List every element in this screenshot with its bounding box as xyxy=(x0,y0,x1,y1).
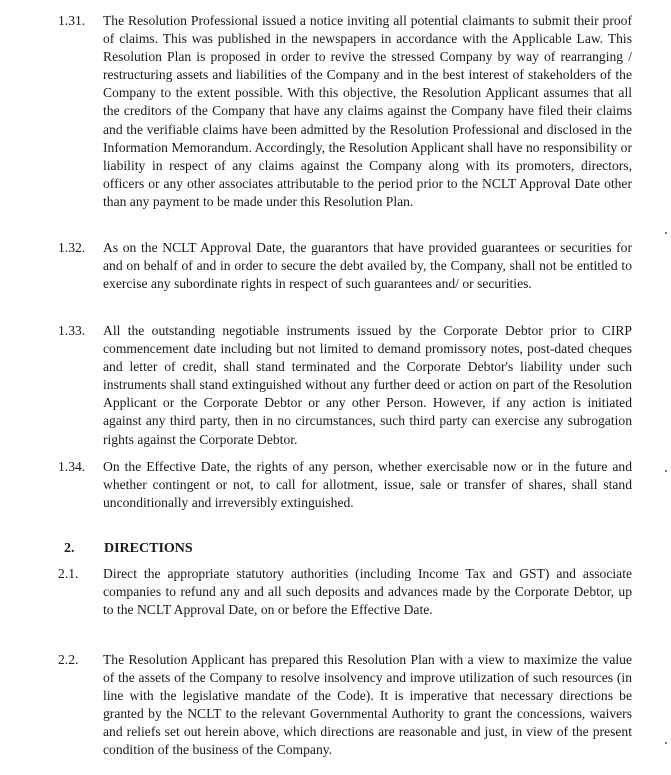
clause-text: On the Effective Date, the rights of any person, whether exercisable now or in the future and whether contingent or not, to call for allotment, issue, sale or transfer of shares, shall stand unconditionally and irreversibly extinguished. xyxy=(103,459,632,511)
clause-1-34 xyxy=(58,458,632,512)
section-title: DIRECTIONS xyxy=(104,541,193,556)
clause-text: Direct the appropriate statutory authorities (including Income Tax and GST) and associate companies to refund any and all such deposits and advances made by the Corporate Debtor, up to the NCLT Approval Date, on or before the Effective Date. xyxy=(103,566,632,618)
section-heading xyxy=(64,540,193,558)
clause-number: 2.2. xyxy=(58,652,79,667)
clause-number: 1.32. xyxy=(58,240,86,255)
clause-text: The Resolution Applicant has prepared this Resolution Plan with a view to maximize the value of the assets of the Company to resolve insolvency and improve utilization of such resources (in line with the legislative mandate of the Code). It is imperative that necessary directions be granted by the NCLT to the relevant Governmental Authority to grant the concessions, waivers and reliefs set out herein above, which directions are reasonable and just, in view of the present condition of the business of the Company. xyxy=(103,652,632,758)
clause-text: The Resolution Professional issued a notice inviting all potential claimants to submit their proof of claims. This was published in the newspapers in accordance with the Applicable Law. This Resolution Plan is proposed in order to revive the stressed Company by way of rearranging / restructuring assets and liabilities of the Company and in the best interest of stakeholders of the Company to the extent possible. With this objective, the Resolution Applicant assumes that all the creditors of the Company that have any claims against the Company have filed their claims and the verifiable claims have been admitted by the Resolution Professional and disclosed in the Information Memorandum. Accordingly, the Resolution Applicant shall have no responsibility or liability in respect of any claims against the Company along with its promoters, directors, officers or any other associates attributable to the period prior to the NCLT Approval Date other than any payment to be made under this Resolution Plan. xyxy=(103,13,632,209)
clause-number: 1.31. xyxy=(58,13,86,28)
section-number: 2. xyxy=(64,541,75,556)
direction-2-1 xyxy=(58,565,632,619)
clause-1-31 xyxy=(58,12,632,211)
clause-text: As on the NCLT Approval Date, the guarantors that have provided guarantees or securities for and on behalf of and in order to secure the debt availed by, the Company, shall not be entitled to exercise any subordinate rights in respect of such guarantees and/ or securities. xyxy=(103,240,632,292)
clause-1-33 xyxy=(58,322,632,449)
clause-text: All the outstanding negotiable instruments issued by the Corporate Debtor prior to CIRP commencement date including but not limited to demand promissory notes, post-dated cheques and letter of credit, shall stand terminated and the Corporate Debtor's liability under such instruments shall stand extinguished without any further deed or action on part of the Resolution Applicant or the Corporate Debtor or any other Person. However, if any action is initiated against any third party, then in no circumstances, such third party can exercise any subrogation rights against the Corporate Debtor. xyxy=(103,323,632,447)
scan-speck xyxy=(665,742,667,744)
clause-number: 2.1. xyxy=(58,566,79,581)
clause-1-32 xyxy=(58,239,632,293)
direction-2-2 xyxy=(58,651,632,760)
clause-number: 1.34. xyxy=(58,459,86,474)
scan-speck xyxy=(665,232,667,234)
clause-number: 1.33. xyxy=(58,323,86,338)
scan-speck xyxy=(665,470,667,472)
